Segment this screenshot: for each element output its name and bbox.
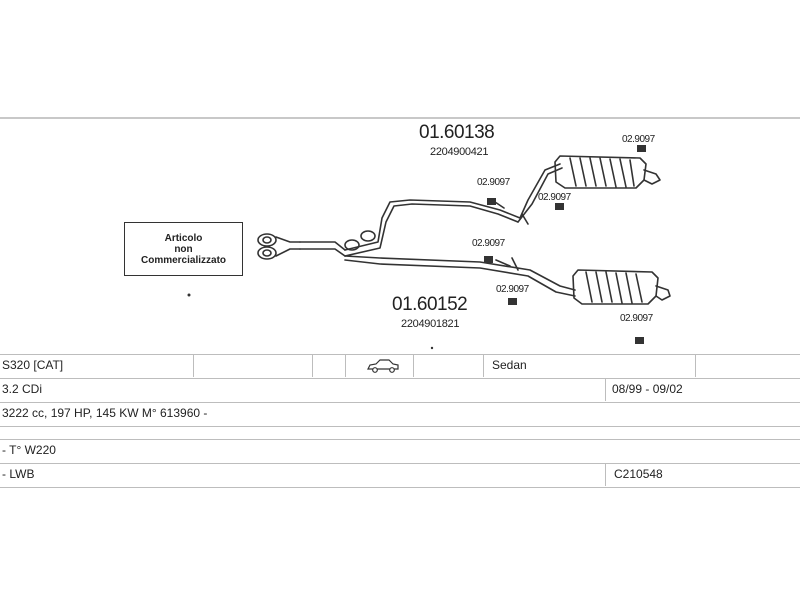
body-type: Sedan — [492, 358, 527, 372]
table-row — [0, 402, 800, 426]
lower-part-number: 01.60152 — [392, 294, 468, 315]
lower-muffler — [573, 270, 670, 304]
vehicle-model: S320 [CAT] — [2, 358, 64, 372]
table-row — [0, 463, 800, 488]
note-line: Commercializzato — [140, 254, 227, 266]
note-line: Articolo — [164, 232, 203, 244]
vehicle-info-table — [0, 354, 800, 488]
variant: - LWB — [2, 467, 35, 481]
clamp-label: 02.9097 — [477, 177, 510, 188]
car-sedan-icon — [366, 358, 400, 374]
clamp-label: 02.9097 — [472, 238, 505, 249]
upper-part-number: 01.60138 — [419, 122, 495, 143]
inlet-ring-upper — [258, 234, 276, 246]
table-row — [0, 378, 800, 402]
note-line: non — [174, 243, 193, 255]
clamp-label: 02.9097 — [620, 313, 653, 324]
lower-oe-code: 2204901821 — [401, 318, 460, 330]
production-years: 08/99 - 09/02 — [612, 382, 683, 396]
inlet-ring-lower — [258, 247, 276, 259]
table-row — [0, 439, 800, 463]
not-commercialized-note — [124, 222, 243, 276]
clamp-label: 02.9097 — [622, 134, 655, 145]
upper-oe-code: 2204900421 — [430, 146, 489, 158]
clamp-label: 02.9097 — [538, 192, 571, 203]
table-row — [0, 354, 800, 378]
table-row — [0, 426, 800, 439]
exhaust-pipe-diagram — [0, 118, 800, 354]
clamp-label: 02.9097 — [496, 284, 529, 295]
catalog-code: C210548 — [614, 467, 663, 481]
upper-muffler — [555, 156, 660, 188]
engine: 3.2 CDi — [2, 382, 43, 396]
chassis: - T° W220 — [2, 443, 56, 457]
engine-specs: 3222 cc, 197 HP, 145 KW M° 613960 - — [2, 406, 208, 420]
